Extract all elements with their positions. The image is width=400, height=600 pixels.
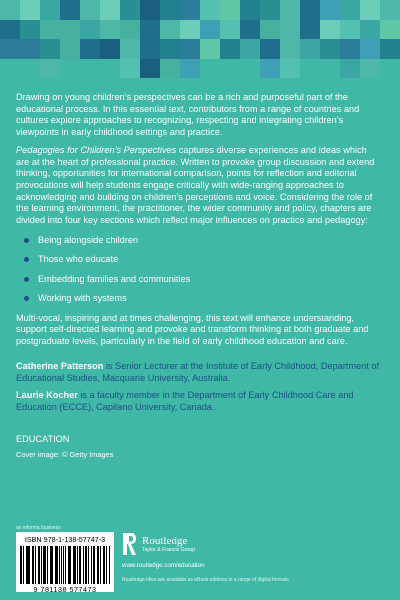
cover-credit: Cover image: © Getty Images <box>16 449 114 459</box>
mosaic-tile <box>240 20 260 40</box>
author-name: Catherine Patterson <box>16 360 104 371</box>
mosaic-tile <box>120 59 140 79</box>
mosaic-tile <box>100 59 120 79</box>
decorative-mosaic <box>0 0 400 78</box>
barcode-bar <box>86 546 87 584</box>
barcode-bar <box>69 546 70 584</box>
description-paragraph-2-text: captures diverse experiences and ideas which are at the heart of professional practice. Written to provoke group discussion and extend thinking, opportunities for international comparison, points for reflection and editorial provocations will help students engage critically with wide-ranging approaches to acknowledging and building on children’s perceptions and voice. Considering the role of the learning environment, the practitioner, the wider community and policy, chapters are divided into four key sections which reflect major influences on practice and pedagogy: <box>16 144 375 226</box>
mosaic-tile <box>340 0 360 20</box>
publisher-group: Taylor & Francis Group <box>142 547 196 553</box>
mosaic-tile <box>40 0 60 20</box>
barcode-bar <box>98 546 99 584</box>
mosaic-tile <box>40 39 60 59</box>
mosaic-tile <box>340 39 360 59</box>
mosaic-tile <box>320 0 340 20</box>
description-paragraph-2 <box>16 145 382 227</box>
mosaic-tile <box>100 39 120 59</box>
mosaic-tile <box>160 0 180 20</box>
barcode-bar <box>104 546 105 584</box>
author-bio <box>16 390 382 413</box>
mosaic-tile <box>380 0 400 20</box>
barcode-bar <box>39 546 40 584</box>
mosaic-tile <box>340 59 360 79</box>
mosaic-tile <box>180 59 200 79</box>
mosaic-tile <box>20 0 40 20</box>
mosaic-tile <box>320 39 340 59</box>
mosaic-tile <box>140 0 160 20</box>
mosaic-tile <box>380 39 400 59</box>
mosaic-tile <box>40 20 60 40</box>
mosaic-tile <box>360 0 380 20</box>
barcode-bar <box>23 546 24 584</box>
mosaic-tile <box>360 20 380 40</box>
mosaic-tile <box>360 39 380 59</box>
barcode-bar <box>83 546 84 584</box>
mosaic-tile <box>160 20 180 40</box>
mosaic-tile <box>340 20 360 40</box>
mosaic-tile <box>120 39 140 59</box>
mosaic-tile <box>160 39 180 59</box>
barcode-bar <box>33 546 34 584</box>
mosaic-tile <box>320 20 340 40</box>
author-bio-text: is Senior Lecturer at the Institute of Early Childhood, Department of Educational Studies, Macquarie University, Australia. <box>16 360 380 383</box>
description-paragraph-1: Drawing on young children’s perspectives can be a rich and purposeful part of the educational process. In this essential text, contributors from a range of countries and cultures explore approaches to recognizing, respecting and integrating children’s viewpoints in early childhood settings and practice. <box>16 92 360 138</box>
mosaic-tile <box>240 39 260 59</box>
mosaic-tile <box>220 20 240 40</box>
informa-tagline: an informa business <box>16 525 61 531</box>
mosaic-tile <box>300 0 320 20</box>
mosaic-tile <box>60 39 80 59</box>
mosaic-tile <box>40 59 60 79</box>
barcode-bar <box>41 546 42 584</box>
mosaic-tile <box>100 0 120 20</box>
mosaic-tile <box>320 59 340 79</box>
mosaic-tile <box>180 20 200 40</box>
isbn-label: ISBN 978-1-138-57747-3 <box>24 535 106 544</box>
section-list <box>24 235 382 305</box>
book-title: Pedagogies for Children’s Perspectives <box>16 144 177 155</box>
ebook-note: Routledge titles are available as eBook editions in a range of digital formats <box>122 577 289 583</box>
barcode-bar <box>77 546 78 584</box>
mosaic-tile <box>200 59 220 79</box>
mosaic-tile <box>260 0 280 20</box>
mosaic-tile <box>240 0 260 20</box>
mosaic-tile <box>220 0 240 20</box>
barcode-bar <box>21 546 22 584</box>
barcode-bar <box>51 546 52 584</box>
mosaic-tile <box>20 59 40 79</box>
mosaic-tile <box>140 20 160 40</box>
back-cover-text <box>16 92 382 459</box>
mosaic-tile <box>180 39 200 59</box>
barcode-number: 9 781138 577473 <box>33 585 97 594</box>
mosaic-tile <box>120 0 140 20</box>
barcode-bar <box>59 546 60 584</box>
mosaic-tile <box>220 39 240 59</box>
mosaic-tile <box>240 59 260 79</box>
mosaic-tile <box>300 59 320 79</box>
barcode-bar <box>100 546 101 584</box>
barcode-bar <box>35 546 36 584</box>
mosaic-tile <box>80 0 100 20</box>
list-item: Those who educate <box>24 254 382 265</box>
barcode-bar <box>109 546 110 584</box>
list-item: Working with systems <box>24 293 382 304</box>
barcode-bar <box>63 546 64 584</box>
mosaic-tile <box>0 20 20 40</box>
barcode-bar <box>27 546 28 584</box>
mosaic-tile <box>60 59 80 79</box>
barcode-bar <box>94 546 95 584</box>
barcode <box>16 532 114 592</box>
publisher-url[interactable]: www.routledge.com/education <box>122 562 205 569</box>
mosaic-tile <box>60 0 80 20</box>
list-item: Embedding families and communities <box>24 274 382 285</box>
barcode-bar <box>70 546 71 584</box>
mosaic-tile <box>380 20 400 40</box>
mosaic-tile <box>0 39 20 59</box>
routledge-logo-icon <box>122 532 137 556</box>
mosaic-tile <box>200 39 220 59</box>
barcode-bar <box>65 546 66 584</box>
mosaic-tile <box>0 59 20 79</box>
publisher-name: Routledge <box>142 535 188 547</box>
mosaic-tile <box>200 0 220 20</box>
subject-category: EDUCATION <box>16 433 70 444</box>
mosaic-tile <box>200 20 220 40</box>
author-bios <box>16 361 382 414</box>
mosaic-tile <box>160 59 180 79</box>
mosaic-tile <box>260 59 280 79</box>
barcode-bar <box>80 546 81 584</box>
mosaic-tile <box>0 0 20 20</box>
barcode-bar <box>56 546 58 584</box>
mosaic-tile <box>180 0 200 20</box>
author-bio-text: is a faculty member in the Department of Early Childhood Care and Education (ECCE), Capilano University, Canada. <box>16 390 354 412</box>
mosaic-tile <box>140 39 160 59</box>
author-bio <box>16 361 382 384</box>
mosaic-tile <box>80 39 100 59</box>
barcode-bar <box>45 546 46 584</box>
mosaic-tile <box>100 20 120 40</box>
barcode-bar <box>88 546 89 584</box>
barcode-bars <box>20 546 110 584</box>
mosaic-tile <box>280 59 300 79</box>
description-paragraph-3: Multi-vocal, inspiring and at times challenging, this text will enhance understanding, support self-directed learning and provoke and transform thinking at both graduate and postgraduate levels, particularly in the field of early childhood education and care. <box>16 312 369 347</box>
barcode-bar <box>28 546 30 584</box>
mosaic-tile <box>80 20 100 40</box>
mosaic-tile <box>60 20 80 40</box>
author-name: Laurie Kocher <box>16 390 78 401</box>
barcode-bar <box>74 546 76 584</box>
mosaic-tile <box>260 39 280 59</box>
mosaic-tile <box>280 20 300 40</box>
barcode-bar <box>106 546 108 584</box>
mosaic-tile <box>260 20 280 40</box>
mosaic-tile <box>220 59 240 79</box>
mosaic-tile <box>280 0 300 20</box>
barcode-bar <box>52 546 53 584</box>
mosaic-tile <box>360 59 380 79</box>
publisher-logo <box>122 532 195 556</box>
mosaic-tile <box>300 20 320 40</box>
mosaic-tile <box>280 39 300 59</box>
mosaic-tile <box>300 39 320 59</box>
mosaic-tile <box>20 39 40 59</box>
mosaic-tile <box>380 59 400 79</box>
mosaic-tile <box>120 20 140 40</box>
barcode-bar <box>47 546 48 584</box>
mosaic-tile <box>140 59 160 79</box>
barcode-bar <box>93 546 94 584</box>
list-item: Being alongside children <box>24 235 382 246</box>
mosaic-tile <box>20 20 40 40</box>
mosaic-tile <box>80 59 100 79</box>
